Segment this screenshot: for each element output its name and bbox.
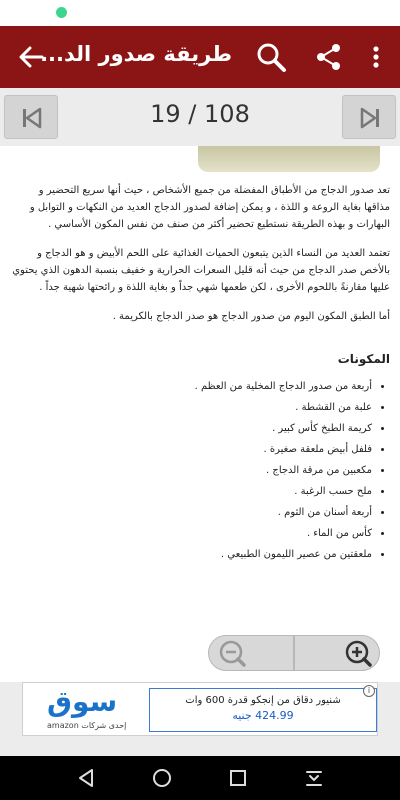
zoom-out-button[interactable] [208,635,294,671]
ingredient-item: • كريمة الطبخ كأس كبير . [10,420,372,437]
ad-banner[interactable] [22,682,378,736]
ingredient-item: • ملعقتين من عصير الليمون الطبيعي . [10,546,372,563]
ingredients-heading: المكونات [337,352,390,366]
ingredient-item: • ملح حسب الرغبة . [10,483,372,500]
zoom-in-button[interactable] [294,635,380,671]
ingredient-item: • أربعة من صدور الدجاج المخلية من العظم . [10,378,372,395]
ad-price: 424.99 جنيه [232,709,294,722]
notification-dot-icon [56,7,67,18]
diet-paragraph: تعتمد العديد من النساء الذين يتبعون الحميات الغذائية على اللحم الأبيض و هو الدجاج و بالأخص صدر الدجاج من حيث أنه قليل السعرات الحرارية و خفيف بنسبة الدهون الذي يحتوي عليها مقارنةً باللحوم الأخرى ، لكن طعمها شهي جداً و بغاية اللذة و رائحتها شهية جداً . [12,248,390,293]
zoom-in-icon [295,636,381,672]
ad-info-icon[interactable]: i [363,685,375,697]
more-vert-icon[interactable] [364,40,388,74]
ingredient-item: • فلفل أبيض ملعقة صغيرة . [10,441,372,458]
nav-home-icon[interactable] [150,766,174,790]
pager [0,88,400,146]
ingredients-list [10,378,390,563]
system-nav-bar [0,756,400,800]
ingredient-item: • مكعبين من مرقة الدجاج . [10,462,372,479]
article-content [10,182,390,567]
share-icon[interactable] [312,40,346,74]
souq-logo [31,687,151,733]
status-bar [0,0,400,26]
ad-product-name: شنيور دقاق من إنجكو قدرة 600 وات [185,695,341,706]
nav-back-icon[interactable] [74,766,98,790]
nav-recents-icon[interactable] [226,766,250,790]
today-paragraph: أما الطبق المكون اليوم من صدور الدجاج هو صدر الدجاج بالكريمة . [112,311,390,322]
skip-next-icon [343,96,397,140]
intro-paragraph: تعد صدور الدجاج من الأطباق المفضلة من جميع الأشخاص ، حيث أنها سريع التحضير و مذاقها بغاية الروعة و اللذة ، و يمكن إضافة لصدور الدجاج العديد من النكهات و التوابل و البهارات و بهذه الطريقة نستطيع تحضير أكثر من صنف من نفس المكون الأساسي . [29,185,390,230]
logo-subtitle: إحدى شركات amazon [47,721,127,730]
page-counter: 19 / 108 [150,100,250,128]
last-page-button[interactable] [342,95,396,139]
article-image [198,146,380,172]
zoom-controls [208,635,380,671]
logo-text: سوق [47,685,118,718]
nav-notifications-icon[interactable] [302,766,326,790]
ingredient-item: • كأس من الماء . [10,525,372,542]
app-bar [0,26,400,88]
ad-product-box[interactable] [149,688,377,732]
ingredient-item: • علبة من القشطة . [10,399,372,416]
page-title: طريقة صدور الد... [40,42,232,66]
zoom-out-icon [209,636,295,672]
search-icon[interactable] [254,40,288,74]
ingredient-item: • أربعة أسنان من الثوم . [10,504,372,521]
article-view[interactable] [0,146,400,682]
